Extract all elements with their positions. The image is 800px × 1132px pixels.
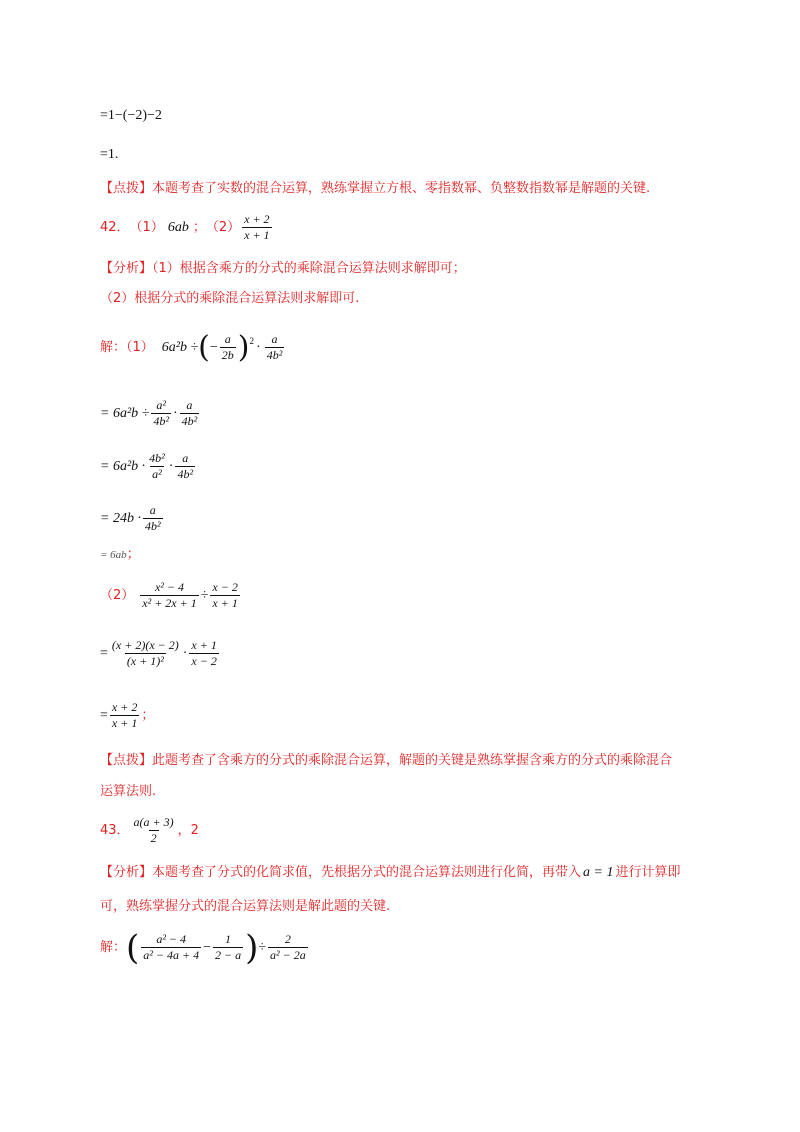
- divide-operator: ÷: [258, 939, 267, 955]
- equation-line: [100, 398, 201, 429]
- question-number: 43．: [100, 822, 130, 838]
- tip-paragraph: [100, 180, 650, 198]
- numerator: 2: [284, 932, 291, 946]
- numerator: a: [182, 451, 189, 465]
- dot-operator: ·: [168, 458, 174, 474]
- fraction: [151, 398, 171, 429]
- part-2-expression: [100, 580, 242, 611]
- numerator: a: [224, 332, 231, 346]
- minus-operator: −: [203, 939, 211, 955]
- analysis-line: [100, 898, 390, 916]
- denominator: 2: [150, 831, 157, 845]
- equation-text: =1−(−2)−2: [100, 108, 162, 123]
- numerator: x² − 4: [154, 580, 185, 594]
- denominator: 2 − a: [214, 948, 242, 962]
- dot-operator: ·: [182, 645, 188, 661]
- question-number: 42．: [100, 219, 130, 235]
- punctuation: .: [114, 147, 119, 162]
- solution-start: [100, 329, 286, 365]
- numerator: (x + 2)(x − 2): [111, 638, 179, 652]
- fraction: [210, 580, 239, 611]
- equation-line: [100, 546, 140, 564]
- numerator: x + 2: [244, 212, 270, 226]
- equation-line: [100, 107, 162, 125]
- denominator: a² − 4a + 4: [143, 948, 200, 962]
- denominator: a² − 2a: [270, 948, 306, 962]
- fraction: [147, 451, 167, 482]
- equals-sign: =: [100, 707, 108, 723]
- analysis-text: 进行计算即: [615, 865, 681, 880]
- question-42-answer: [100, 212, 274, 243]
- denominator: 4b²: [153, 414, 169, 428]
- numerator: a(a + 3): [133, 815, 174, 829]
- denominator: 4b²: [266, 348, 283, 362]
- analysis-line: [100, 260, 466, 278]
- separator: ；: [192, 219, 206, 235]
- right-paren: ): [245, 927, 259, 968]
- punctuation: ；: [126, 547, 140, 562]
- dot-operator: ·: [172, 405, 178, 421]
- tip-paragraph: [100, 752, 672, 770]
- numerator: a: [271, 332, 278, 346]
- numerator: a²: [156, 398, 166, 412]
- answer-fraction: [132, 815, 176, 846]
- fraction: [189, 638, 218, 669]
- expr-lead: = 6a²b ·: [100, 458, 146, 474]
- numerator: 1: [225, 932, 232, 946]
- numerator: x + 2: [111, 700, 138, 714]
- solution-start: [100, 927, 310, 968]
- fraction: [140, 580, 198, 611]
- analysis-text: 可，熟练掌握分式的混合运算法则是解此题的关键.: [100, 899, 391, 914]
- analysis-text: 【分析】本题考查了分式的化简求值，先根据分式的混合运算法则进行化简，再带入: [100, 865, 582, 880]
- equation-text: = 6ab: [100, 549, 127, 561]
- analysis-line: [100, 290, 359, 308]
- divide-operator: ÷: [200, 587, 209, 603]
- left-paren: (: [198, 329, 210, 365]
- dot-operator: ·: [256, 339, 261, 355]
- fraction: [110, 638, 181, 669]
- equation-line: [100, 638, 221, 669]
- punctuation: ；: [141, 707, 155, 723]
- part-label: （1）: [129, 219, 164, 235]
- answer-value: ，2: [177, 822, 199, 838]
- fraction: [110, 700, 139, 731]
- expr-lead: = 24b ·: [100, 510, 141, 526]
- part-label: （2）: [100, 587, 135, 603]
- solution-label: 解：（1）: [100, 339, 154, 355]
- denominator: x − 2: [191, 654, 217, 668]
- equation-text: =1: [100, 147, 115, 162]
- tip-text: 运算法则.: [100, 784, 157, 799]
- analysis-text: （2）根据分式的乘除混合运算法则求解即可.: [100, 291, 360, 306]
- left-paren: (: [126, 927, 140, 968]
- numerator: 4b²: [149, 451, 165, 465]
- fraction: [268, 932, 308, 963]
- fraction: [175, 451, 195, 482]
- equals-sign: =: [100, 645, 108, 661]
- answer-1: 6ab: [167, 219, 189, 235]
- denominator: 2b: [221, 348, 234, 362]
- fraction: [143, 503, 163, 534]
- question-43-answer: [100, 815, 199, 846]
- right-paren: ): [237, 329, 250, 365]
- analysis-text: 【分析】（1）根据含乘方的分式的乘除混合运算法则求解即可；: [100, 261, 466, 276]
- expr-lead: = 6a²b ÷: [100, 405, 150, 421]
- equation-line: [100, 503, 165, 534]
- equation-line: [100, 146, 118, 164]
- numerator: a² − 4: [156, 932, 187, 946]
- denominator: 4b²: [177, 467, 194, 481]
- fraction: [220, 332, 236, 363]
- exponent: 2: [249, 336, 255, 346]
- fraction: [141, 932, 201, 963]
- tip-text: 【点拨】本题考查了实数的混合运算，熟练掌握立方根、零指数幂、负整数指数幂是解题的关键.: [100, 181, 651, 196]
- numerator: a: [149, 503, 156, 517]
- denominator: x + 1: [111, 716, 138, 730]
- analysis-line: [100, 864, 680, 882]
- fraction: [213, 932, 243, 963]
- denominator: x + 1: [244, 228, 270, 242]
- fraction: [265, 332, 285, 363]
- expr-lead: 6a²b ÷: [161, 339, 199, 355]
- solution-label: 解：: [100, 939, 127, 955]
- denominator: a²: [152, 467, 162, 481]
- fraction: [180, 398, 200, 429]
- denominator: x² + 2x + 1: [142, 596, 197, 610]
- denominator: 4b²: [181, 414, 198, 428]
- tip-paragraph: [100, 783, 156, 801]
- numerator: x − 2: [212, 580, 238, 594]
- answer-2-fraction: [242, 212, 271, 243]
- numerator: a: [186, 398, 193, 412]
- denominator: x + 1: [212, 596, 238, 610]
- inline-math: a = 1: [583, 865, 614, 880]
- numerator: x + 1: [191, 638, 217, 652]
- denominator: (x + 1)²: [126, 654, 164, 668]
- denominator: 4b²: [144, 519, 161, 533]
- tip-text: 【点拨】此题考查了含乘方的分式的乘除混合运算，解题的关键是熟练掌握含乘方的分式的乘除混合: [100, 753, 673, 768]
- part-label: （2）: [205, 219, 241, 235]
- minus-sign: −: [209, 339, 218, 355]
- equation-line: [100, 451, 197, 482]
- equation-line: [100, 700, 154, 731]
